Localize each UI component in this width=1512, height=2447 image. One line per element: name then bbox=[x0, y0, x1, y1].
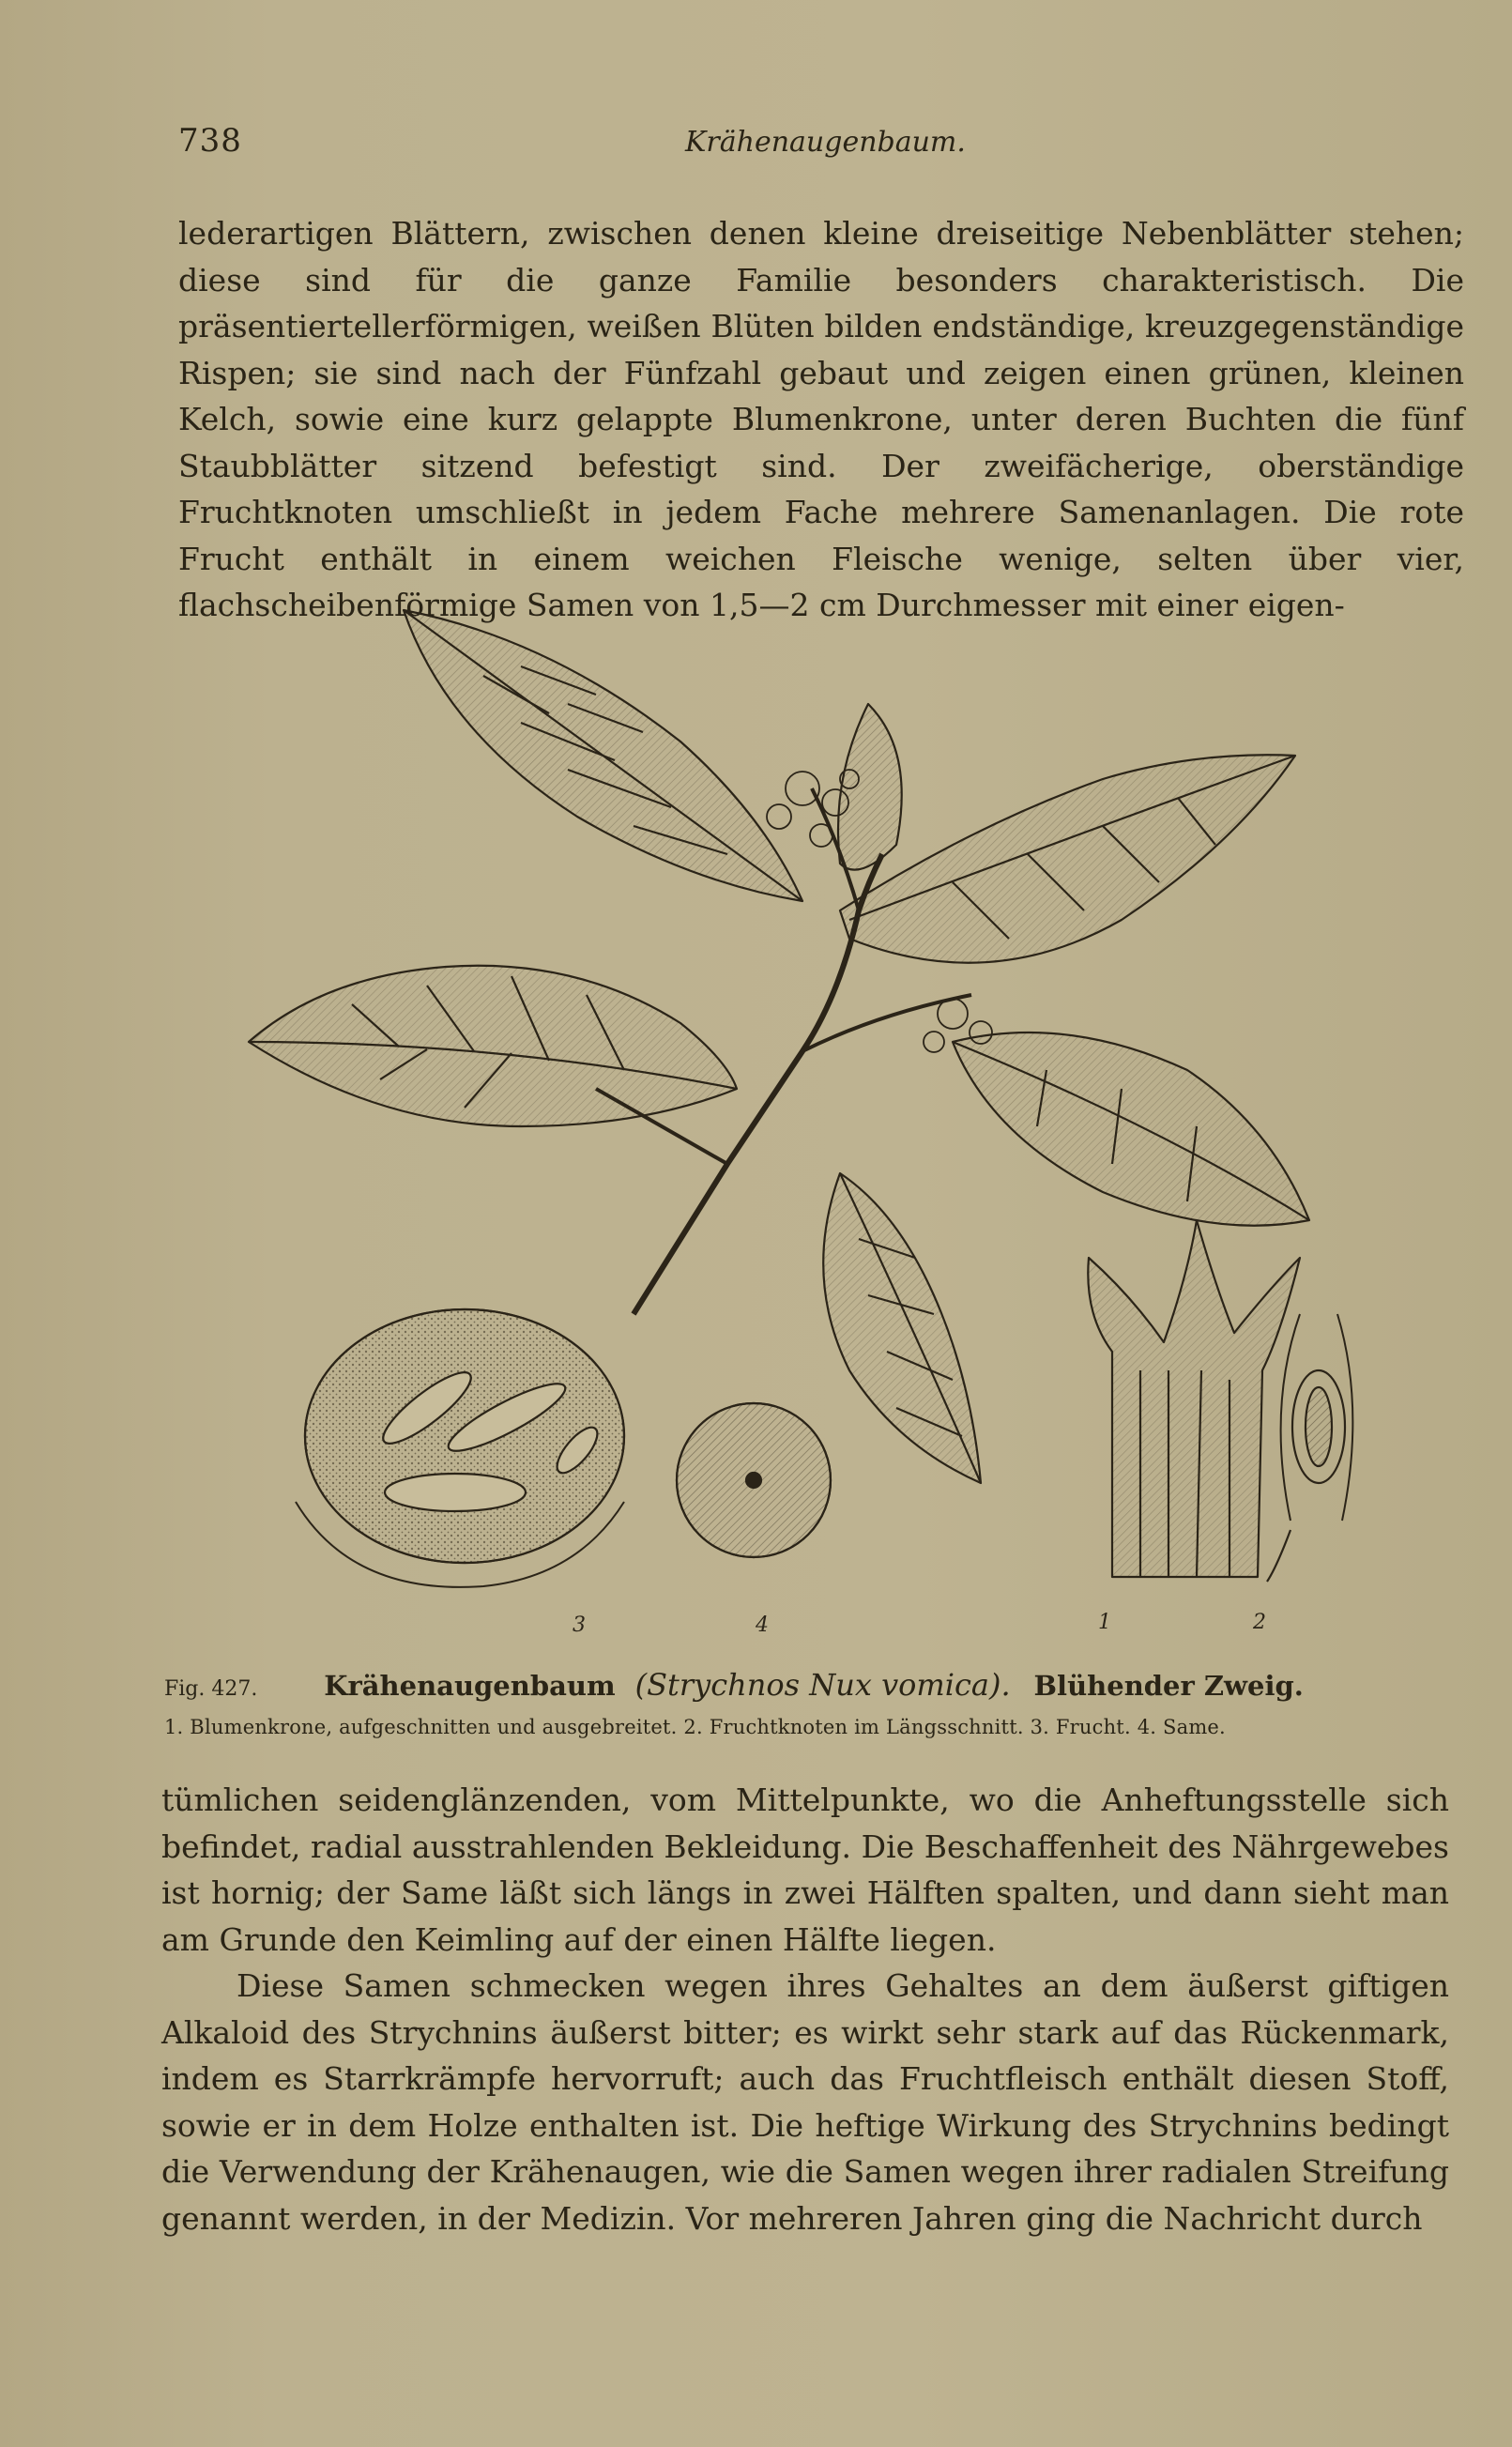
figure-number: Fig. 427. bbox=[164, 1677, 258, 1701]
figure-caption bbox=[164, 1667, 1459, 1745]
caption-latin-name: (Strychnos Nux vomica). bbox=[634, 1667, 1011, 1703]
page-number: 738 bbox=[178, 122, 242, 160]
paragraph: lederartigen Blättern, zwischen denen kleine dreiseitige Nebenblätter stehen; diese sind für die ganze Familie besonders charakteristisch. Die präsentiertellerförmigen, weißen Blüten bilden endständige, kreuzgegenständige Rispen; sie sind nach der Fünfzahl gebaut und zeigen einen grünen, kleinen Kelch, sowie eine kurz gelappte Blumenkrone, unter deren Buchten die fünf Staubblätter sitzend befestigt sind. Der zweifächerige, oberständige Fruchtknoten umschließt in jedem Fache mehrere Samenanlagen. Die rote Frucht enthält in einem weichen Fleische wenige, selten über vier, flachscheibenförmige Samen von 1,5—2 cm Durchmesser mit einer eigen- bbox=[178, 215, 1464, 623]
caption-subject: Blühender Zweig. bbox=[1033, 1670, 1304, 1702]
strychnos-drawing bbox=[239, 601, 1366, 1652]
running-head bbox=[178, 122, 1445, 169]
figure-label-2: 2 bbox=[1253, 1611, 1266, 1634]
botanical-illustration bbox=[239, 601, 1366, 1652]
figure-label-3: 3 bbox=[573, 1613, 586, 1637]
caption-legend: 1. Blumenkrone, aufgeschnitten und ausgebreitet. 2. Fruchtknoten im Längsschnitt. 3. Frucht. 4. Same. bbox=[164, 1716, 1226, 1738]
body-text-top bbox=[178, 210, 1464, 629]
figure-label-4: 4 bbox=[756, 1613, 769, 1637]
figure-label-1: 1 bbox=[1098, 1611, 1111, 1634]
caption-common-name: Krähenaugenbaum bbox=[324, 1670, 616, 1702]
body-text-bottom bbox=[161, 1777, 1449, 2241]
paragraph: Diese Samen schmecken wegen ihres Gehaltes an dem äußerst giftigen Alkaloid des Strychnins äußerst bitter; es wirkt sehr stark auf das Rückenmark, indem es Starrkrämpfe hervorruft; auch das Fruchtfleisch enthält diesen Stoff, sowie er in dem Holze enthalten ist. Die heftige Wirkung des Strychnins bedingt die Verwendung der Krähenaugen, wie die Samen wegen ihrer radialen Streifung genannt werden, in der Medizin. Vor mehreren Jahren ging die Nachricht durch bbox=[161, 1967, 1449, 2237]
paragraph: tümlichen seidenglänzenden, vom Mittelpunkte, wo die Anheftungsstelle sich befindet, radial ausstrahlenden Bekleidung. Die Beschaffenheit des Nährgewebes ist hornig; der Same läßt sich längs in zwei Hälften spalten, und dann sieht man am Grunde den Keimling auf der einen Hälfte liegen. bbox=[161, 1782, 1449, 1958]
running-title: Krähenaugenbaum. bbox=[685, 126, 966, 159]
